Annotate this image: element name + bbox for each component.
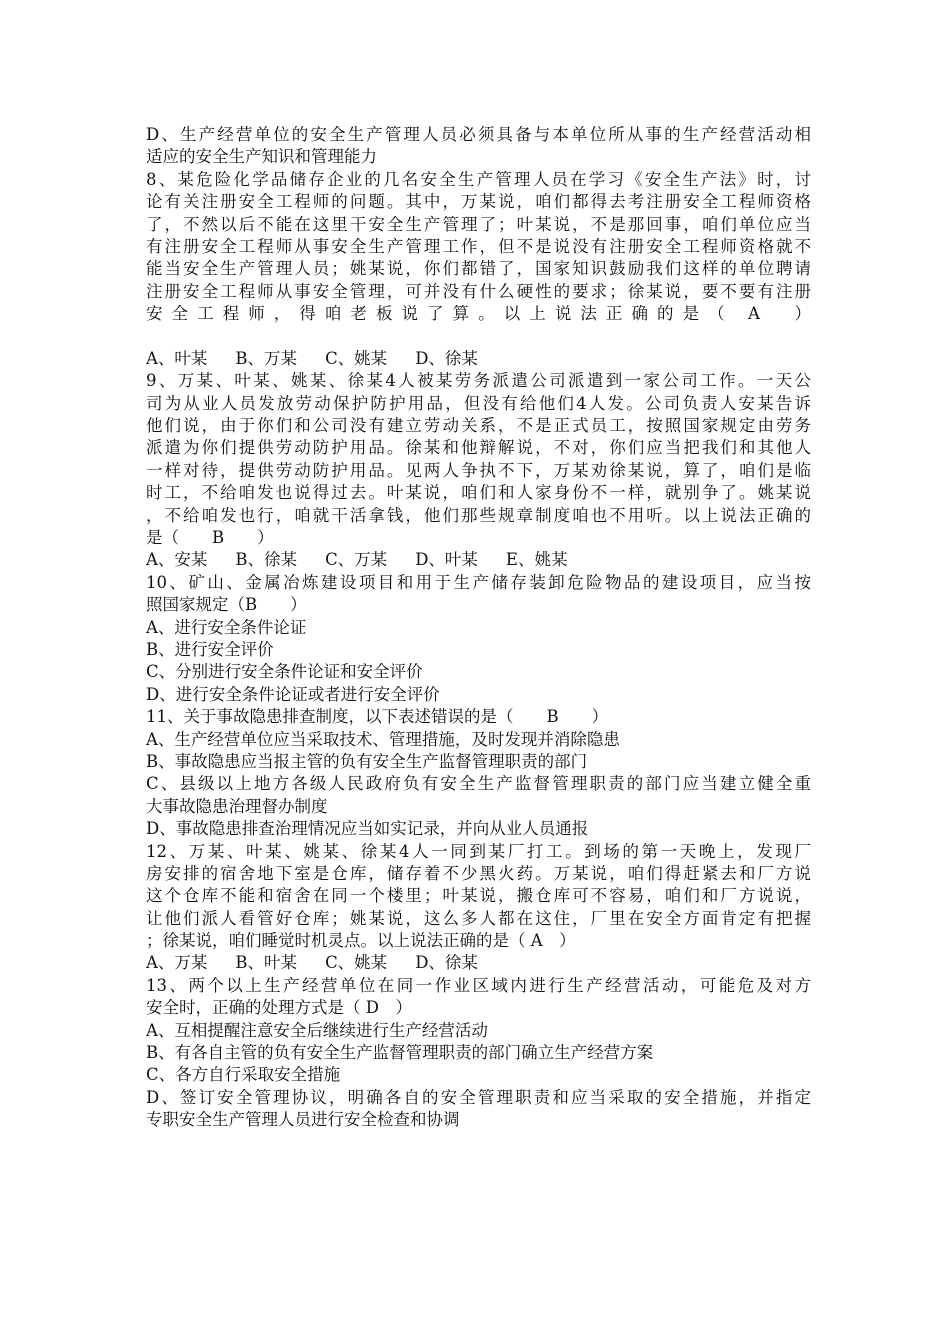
option: B、徐某 [235, 550, 298, 570]
question-9-line: 是（ B ） [146, 528, 274, 548]
question-12-line: 让他们派人看管好仓库；姚某说，这么多人都在这住，厂里在安全方面肯定有把握 [146, 908, 811, 928]
option: A、互相提醒注意安全后继续进行生产经营活动 [146, 1020, 488, 1040]
question-8-line [146, 326, 811, 348]
question-11-line: 11、关于事故隐患排查制度，以下表述错误的是（ B ） [146, 707, 609, 727]
text-line: 适应的安全生产知识和管理能力 [146, 147, 377, 167]
question-12-options [146, 952, 811, 974]
option: C、万某 [325, 550, 388, 570]
question-9-line: 一样对待，提供劳动防护用品。见两人争执不下，万某劝徐某说，算了，咱们是临 [146, 460, 811, 480]
option: 大事故隐患治理督办制度 [146, 796, 328, 816]
question-8-line: 能当安全生产管理人员；姚某说，你们都错了，国家知识鼓励我们这样的单位聘请 [146, 259, 811, 279]
option: D、叶某 [415, 550, 478, 570]
question-9-line: 司为从业人员发放劳动保护防护用品，但没有给他们4人发。公司负责人安某告诉 [146, 393, 811, 413]
text-line: D、生产经营单位的安全生产管理人员必须具备与本单位所从事的生产经营活动相 [146, 125, 811, 144]
option: B、进行安全评价 [146, 639, 274, 659]
option: A、生产经营单位应当采取技术、管理措施，及时发现并消除隐患 [146, 729, 620, 749]
question-8-line: 了，不然以后不能在这里干安全生产管理了；叶某说，不是那回事，咱们单位应当 [146, 214, 811, 234]
option: D、进行安全条件论证或者进行安全评价 [146, 684, 440, 704]
question-8-line: 安全工程师，得咱老板说了算。以上说法正确的是（ A ） [146, 304, 811, 324]
option: C、各方自行采取安全措施 [146, 1065, 341, 1085]
question-9-line: 时工，不给咱发也说得过去。叶某说，咱们和人家身份不一样，就别争了。姚某说 [146, 483, 811, 503]
option: B、有各自主管的负有安全生产监督管理职责的部门确立生产经营方案 [146, 1043, 654, 1063]
question-12-line: ；徐某说，咱们睡觉时机灵点。以上说法正确的是（ A ） [146, 931, 576, 951]
option: D、徐某 [415, 953, 478, 973]
question-8-line: 注册安全工程师从事安全管理，可并没有什么硬性的要求；徐某说，要不要有注册 [146, 281, 811, 301]
question-8-options [146, 348, 811, 370]
question-10-line: 10、矿山、金属冶炼建设项目和用于生产储存装卸危险物品的建设项目，应当按 [146, 572, 811, 592]
option: C、姚某 [325, 348, 388, 368]
option: A、万某 [146, 953, 208, 973]
question-12-line: 这个仓库不能和宿舍在同一个楼里；叶某说，搬仓库可不容易，咱们和厂方说说， [146, 886, 811, 906]
question-12-line: 12、万某、叶某、姚某、徐某4人一同到某厂打工。到场的第一天晚上，发现厂 [146, 841, 811, 861]
option: 专职安全生产管理人员进行安全检查和协调 [146, 1110, 460, 1130]
question-9-line: ，不给咱发也行，咱就干活拿钱，他们那些规章制度咱也不用听。以上说法正确的 [146, 505, 811, 525]
option: C、分别进行安全条件论证和安全评价 [146, 662, 423, 682]
question-9-options [146, 549, 811, 571]
option: B、万某 [235, 348, 298, 368]
option: A、安某 [146, 550, 208, 570]
question-13-line: 13、两个以上生产经营单位在同一作业区域内进行生产经营活动，可能危及对方 [146, 975, 811, 995]
option: E、姚某 [505, 550, 568, 570]
question-10-line: 照国家规定（B ） [146, 595, 307, 615]
question-9-line: 派遣为你们提供劳动防护用品。徐某和他辩解说，不对，你们应当把我们和其他人 [146, 438, 811, 458]
option: C、县级以上地方各级人民政府负有安全生产监督管理职责的部门应当建立健全重 [146, 774, 811, 794]
question-8-line: 有注册安全工程师从事安全生产管理工作，但不是说没有注册安全工程师资格就不 [146, 236, 811, 256]
option: A、叶某 [146, 348, 208, 368]
question-13-line: 安全时，正确的处理方式是（ D ） [146, 998, 412, 1018]
question-8-line: 论有关注册安全工程师的问题。其中，万某说，咱们都得去考注册安全工程师资格 [146, 192, 811, 212]
option: D、事故隐患排查治理情况应当如实记录，并向从业人员通报 [146, 819, 589, 839]
document-page [146, 124, 811, 1132]
option: D、徐某 [415, 348, 478, 368]
option: A、进行安全条件论证 [146, 617, 307, 637]
question-9-line: 9、万某、叶某、姚某、徐某4人被某劳务派遣公司派遣到一家公司工作。一天公 [146, 371, 811, 391]
option: B、叶某 [235, 953, 298, 973]
question-8-line: 8、某危险化学品储存企业的几名安全生产管理人员在学习《安全生产法》时，讨 [146, 169, 811, 189]
question-9-line: 他们说，由于你们和公司没有建立劳动关系，不是正式员工，按照国家规定由劳务 [146, 416, 811, 436]
option: D、签订安全管理协议，明确各自的安全管理职责和应当采取的安全措施，并指定 [146, 1087, 811, 1107]
option: B、事故隐患应当报主管的负有安全生产监督管理职责的部门 [146, 751, 588, 771]
question-12-line: 房安排的宿舍地下室是仓库，储存着不少黑火药。万某说，咱们得赶紧去和厂方说 [146, 863, 811, 883]
option: C、姚某 [325, 953, 388, 973]
